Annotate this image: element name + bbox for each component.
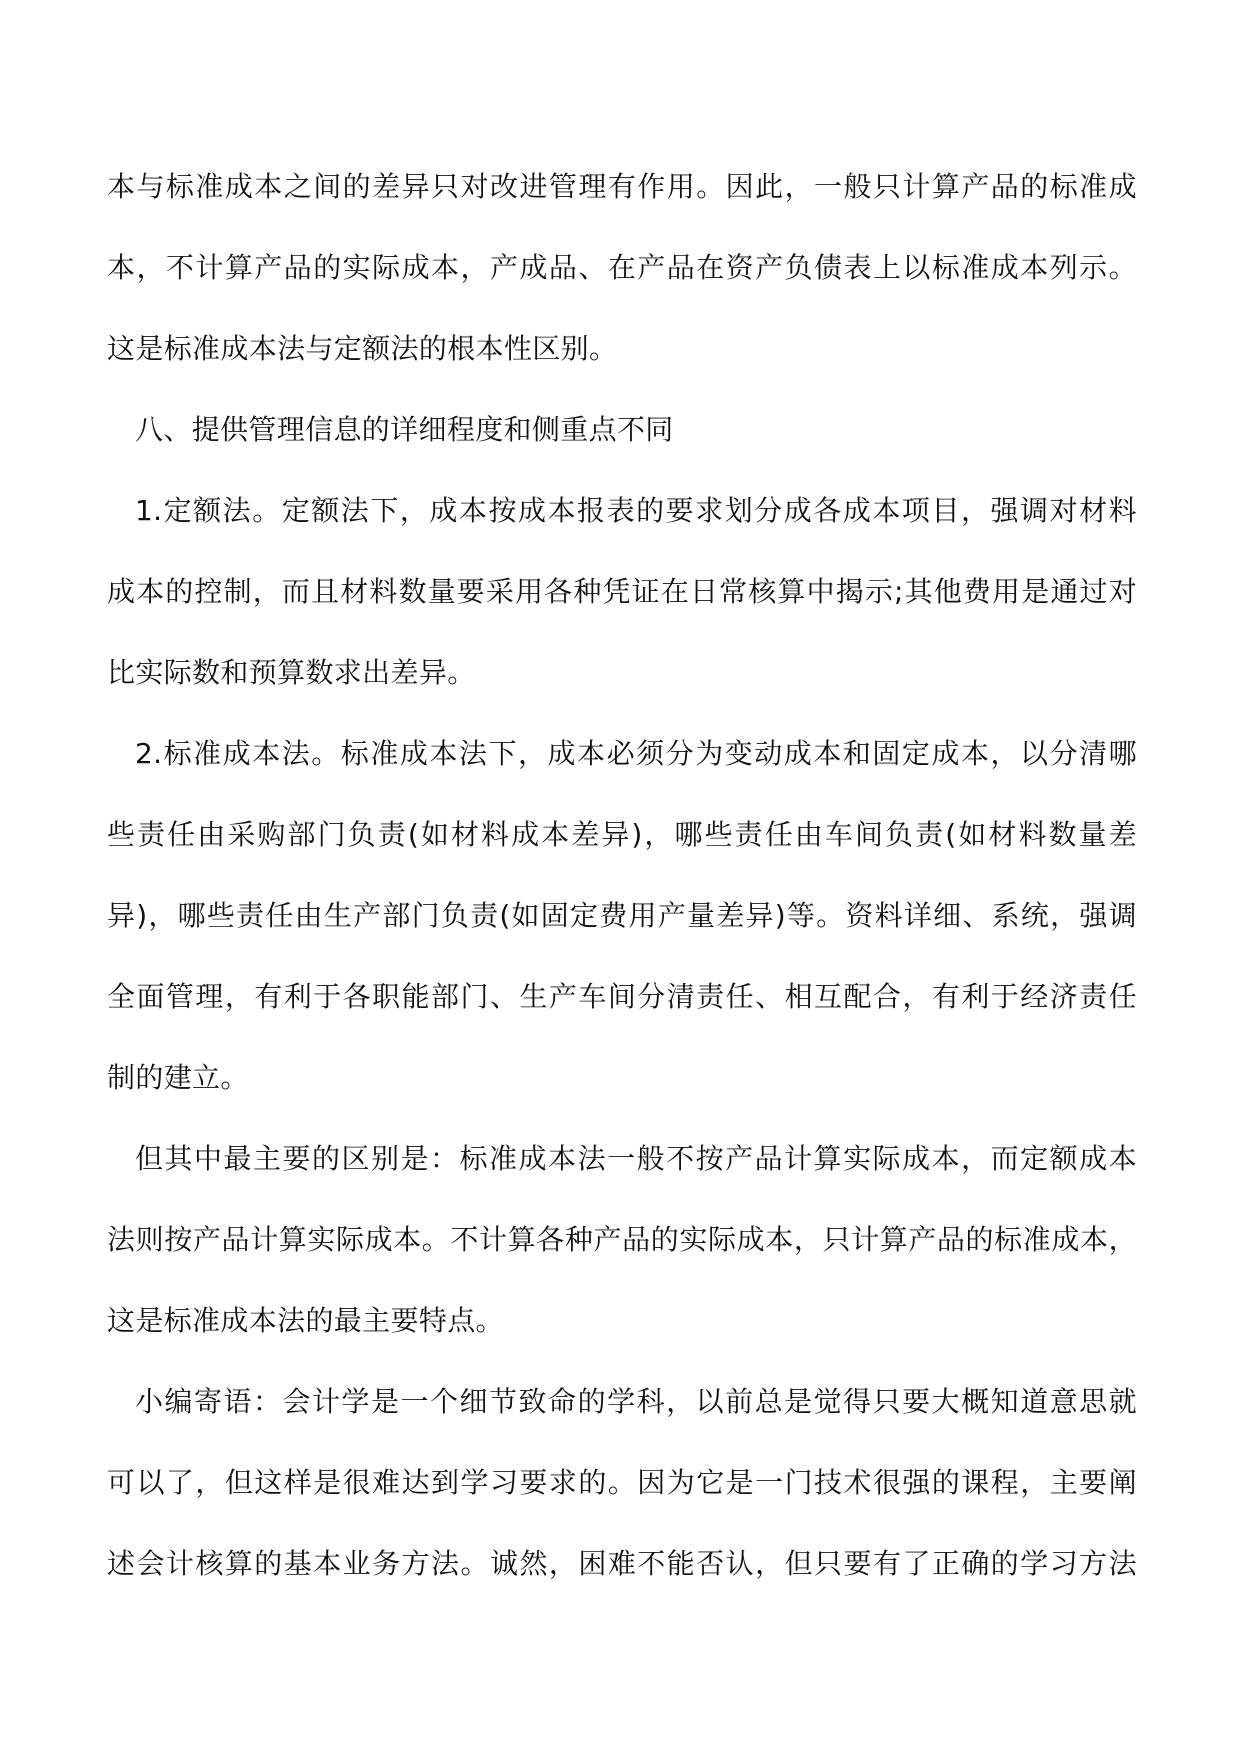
text-line: 这是标准成本法与定额法的根本性区别。 <box>107 332 618 365</box>
text-line: 些责任由采购部门负责(如材料成本差异)，哪些责任由车间负责(如材料数量差 <box>107 818 1137 851</box>
text-line: 成本的控制，而且材料数量要采用各种凭证在日常核算中揭示;其他费用是通过对 <box>107 575 1137 608</box>
section-heading: 八、提供管理信息的详细程度和侧重点不同 <box>135 413 674 446</box>
text-line: 小编寄语：会计学是一个细节致命的学科，以前总是觉得只要大概知道意思就 <box>135 1385 1137 1418</box>
text-line: 但其中最主要的区别是：标准成本法一般不按产品计算实际成本，而定额成本 <box>135 1142 1137 1175</box>
text-line: 可以了，但这样是很难达到学习要求的。因为它是一门技术很强的课程，主要阐 <box>107 1466 1137 1499</box>
text-line: 制的建立。 <box>107 1061 249 1094</box>
text-line: 比实际数和预算数求出差异。 <box>107 656 476 689</box>
text-line: 全面管理，有利于各职能部门、生产车间分清责任、相互配合，有利于经济责任 <box>107 980 1137 1013</box>
text-line: 法则按产品计算实际成本。不计算各种产品的实际成本，只计算产品的标准成本， <box>107 1223 1137 1256</box>
text-line: 2.标准成本法。标准成本法下，成本必须分为变动成本和固定成本，以分清哪 <box>135 737 1137 770</box>
text-line: 本，不计算产品的实际成本，产成品、在产品在资产负债表上以标准成本列示。 <box>107 251 1137 284</box>
text-line: 本与标准成本之间的差异只对改进管理有作用。因此，一般只计算产品的标准成 <box>107 170 1137 203</box>
text-line: 异)，哪些责任由生产部门负责(如固定费用产量差异)等。资料详细、系统，强调 <box>107 899 1137 932</box>
text-line: 述会计核算的基本业务方法。诚然，困难不能否认，但只要有了正确的学习方法 <box>107 1547 1137 1580</box>
text-line: 这是标准成本法的最主要特点。 <box>107 1304 504 1337</box>
text-line: 1.定额法。定额法下，成本按成本报表的要求划分成各成本项目，强调对材料 <box>135 494 1137 527</box>
document-body <box>107 162 1137 1620</box>
